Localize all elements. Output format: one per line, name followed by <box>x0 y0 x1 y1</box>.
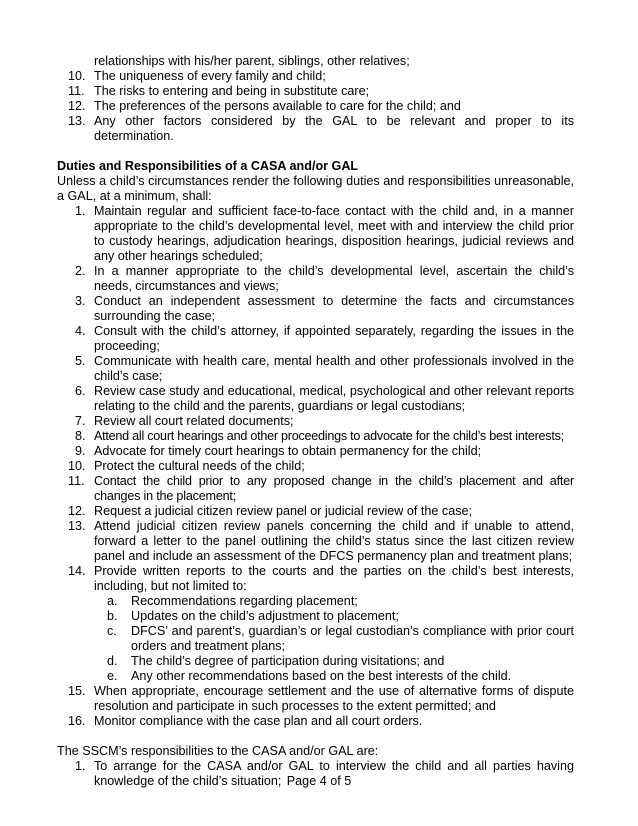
item-text: Review case study and educational, medical, psychological and other relevant reports relating to the child and the parents, guardians or legal custodians; <box>94 384 574 413</box>
item-text: Attend all court hearings and other proceedings to advocate for the child’s best interests; <box>94 429 564 443</box>
item-number: 1. <box>75 759 86 773</box>
item-text: Consult with the child’s attorney, if appointed separately, regarding the issues in the proceeding; <box>94 324 574 353</box>
item-number: 12. <box>68 99 86 113</box>
item-text: Contact the child prior to any proposed change in the child’s placement and after changes in the placement; <box>94 474 574 503</box>
item-text: Any other factors considered by the GAL to be relevant and proper to its determination. <box>94 114 574 143</box>
item-number: 10. <box>68 459 86 473</box>
duties-list <box>57 204 574 729</box>
sub-item-text: Updates on the child’s adjustment to placement; <box>131 609 399 623</box>
item-number: 8. <box>75 429 86 443</box>
list-item <box>57 384 574 414</box>
item-text: Protect the cultural needs of the child; <box>94 459 305 473</box>
item-number: 13. <box>68 114 86 128</box>
list-item <box>57 444 574 459</box>
item-number: 5. <box>75 354 86 368</box>
item-number: 2. <box>75 264 86 278</box>
sub-item-letter: b. <box>107 609 118 623</box>
item-text: Conduct an independent assessment to determine the facts and circumstances surrounding the case; <box>94 294 574 323</box>
list-item <box>57 564 574 594</box>
blank-line <box>57 729 574 744</box>
item-text: To arrange for the CASA and/or GAL to interview the child and all parties having knowledge of the child’s situation; <box>94 759 574 788</box>
list-item <box>57 114 574 144</box>
item-text: Attend judicial citizen review panels concerning the child and if unable to attend, forward a letter to the panel outlining the child’s status since the last citizen review panel and include an assessment of the DFCS permanency plan and treatment plans; <box>94 519 574 563</box>
sub-item-text: Any other recommendations based on the best interests of the child. <box>131 669 512 683</box>
list-item <box>57 504 574 519</box>
item-number: 10. <box>68 69 86 83</box>
sub-item-text: DFCS’ and parent’s, guardian’s or legal custodian’s compliance with prior court orders and treatment plans; <box>131 624 574 653</box>
section-intro: The SSCM’s responsibilities to the CASA and/or GAL are: <box>57 744 379 758</box>
sub-item-letter: d. <box>107 654 118 668</box>
section-heading: Duties and Responsibilities of a CASA and/or GAL <box>57 159 359 173</box>
item-number: 12. <box>68 504 86 518</box>
list-item <box>57 519 574 564</box>
list-item <box>57 414 574 429</box>
list-item <box>57 84 574 99</box>
item-text: The uniqueness of every family and child; <box>94 69 326 83</box>
list-item <box>57 69 574 84</box>
item-number: 11. <box>68 474 85 488</box>
item-text: Review all court related documents; <box>94 414 294 428</box>
item-text: Monitor compliance with the case plan and all court orders. <box>94 714 423 728</box>
item-text: Request a judicial citizen review panel or judicial review of the case; <box>94 504 473 518</box>
item-number: 15. <box>68 684 86 698</box>
sub-item-letter: a. <box>107 594 118 608</box>
list-item <box>57 99 574 114</box>
list-item <box>57 294 574 324</box>
section-intro: Unless a child’s circumstances render the following duties and responsibilities unreasonable, a GAL, at a minimum, shall: <box>57 174 574 203</box>
sub-item-letter: e. <box>107 669 118 683</box>
item-number: 1. <box>75 204 86 218</box>
sub-list-item <box>57 654 574 669</box>
item-text: Communicate with health care, mental health and other professionals involved in the child’s case; <box>94 354 574 383</box>
sub-item-text: The child’s degree of participation during visitations; and <box>131 654 445 668</box>
list-item <box>57 204 574 264</box>
list-item <box>57 714 574 729</box>
sub-list-item <box>57 624 574 654</box>
item-text: When appropriate, encourage settlement and the use of alternative forms of dispute resolution and participate in such processes to the extent permitted; and <box>94 684 574 713</box>
top-list <box>57 69 574 144</box>
document-page <box>57 54 574 789</box>
sub-list-item <box>57 594 574 609</box>
item-text: Advocate for timely court hearings to obtain permanency for the child; <box>94 444 482 458</box>
sub-item-letter: c. <box>107 624 117 638</box>
sub-item-text: Recommendations regarding placement; <box>131 594 358 608</box>
item-text: Maintain regular and sufficient face-to-face contact with the child and, in a manner appropriate to the child’s developmental level, meet with and interview the child prior to custody hearings, adjudication hearings, disposition hearings, judicial reviews and any other hearings scheduled; <box>94 204 574 263</box>
list-item <box>57 354 574 384</box>
list-item <box>57 264 574 294</box>
item-number: 14. <box>68 564 86 578</box>
list-item <box>57 684 574 714</box>
page-number: Page 4 of 5 <box>286 774 352 788</box>
list-item <box>57 429 574 444</box>
item-text: The preferences of the persons available to care for the child; and <box>94 99 461 113</box>
item-number: 3. <box>75 294 86 308</box>
item-number: 7. <box>75 414 86 428</box>
item-number: 6. <box>75 384 86 398</box>
list-item <box>57 459 574 474</box>
item-number: 9. <box>75 444 86 458</box>
item-number: 4. <box>75 324 86 338</box>
item-number: 13. <box>68 519 86 533</box>
list-item <box>57 474 574 504</box>
item-text: The risks to entering and being in substitute care; <box>94 84 370 98</box>
sub-list-item <box>57 669 574 684</box>
item-text: Provide written reports to the courts and the parties on the child’s best interests, including, but not limited to: <box>94 564 574 593</box>
continued-text: relationships with his/her parent, siblings, other relatives; <box>94 54 410 68</box>
item-number: 16. <box>68 714 86 728</box>
sub-list-item <box>57 609 574 624</box>
item-number: 11. <box>68 84 85 98</box>
item-text: In a manner appropriate to the child’s developmental level, ascertain the child’s needs, circumstances and views; <box>94 264 574 293</box>
list-item <box>57 324 574 354</box>
